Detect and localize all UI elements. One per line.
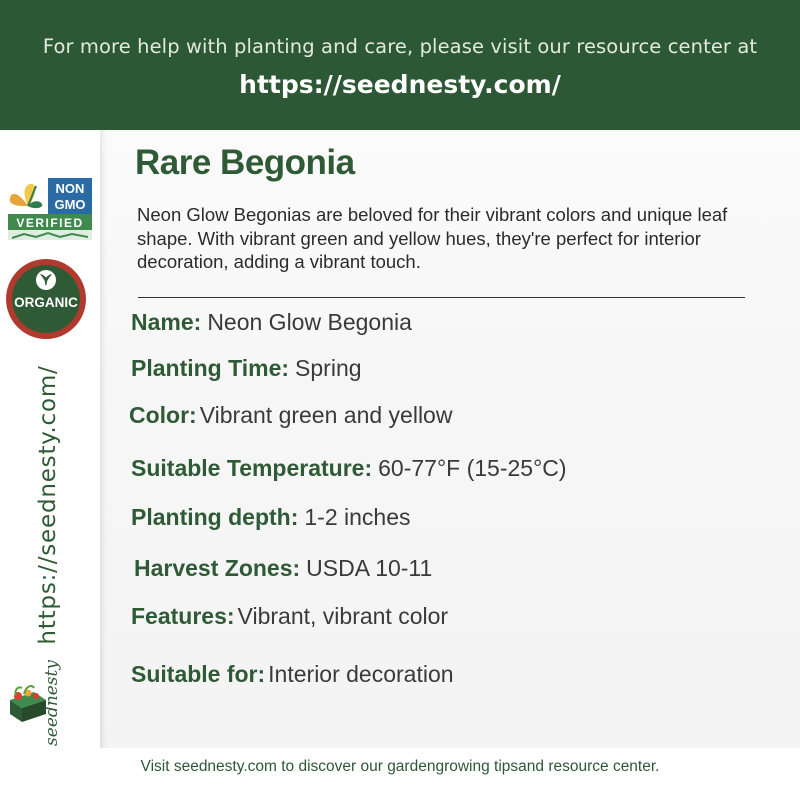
attr-value: USDA 10-11 [306, 555, 433, 581]
attr-value: 1-2 inches [304, 504, 411, 530]
seed-box-icon [10, 686, 46, 722]
attr-value: Vibrant, vibrant color [237, 603, 449, 629]
attr-key: Planting depth: [131, 504, 299, 530]
attr-planting-time [131, 355, 362, 382]
divider [138, 297, 745, 298]
attr-key: Suitable for: [131, 661, 266, 687]
gmo-label: GMO [54, 197, 86, 212]
non-gmo-verified-badge [6, 176, 94, 242]
banner-url-link[interactable]: https://seednesty.com/ [239, 70, 561, 99]
banner-help-text: For more help with planting and care, please visit our resource center at [42, 35, 758, 58]
product-title: Rare Begonia [135, 143, 355, 182]
attr-key: Planting Time: [131, 355, 290, 381]
attr-key: Harvest Zones: [134, 555, 301, 581]
product-description: Neon Glow Begonias are beloved for their vibrant colors and unique leaf shape. With vibrant green and yellow hues, they're perfect for interior decoration, adding a vibrant touch. [137, 204, 728, 272]
seednesty-wordmark: seednesty [42, 660, 62, 746]
verified-label: VERIFIED [16, 216, 84, 230]
non-label: NON [55, 181, 85, 196]
attr-value: Interior decoration [268, 661, 454, 687]
attr-color [129, 402, 452, 429]
attr-key: Features: [131, 603, 235, 629]
attr-harvest-zones [134, 555, 432, 582]
vertical-url-text[interactable]: https://seednesty.com/ [35, 365, 61, 645]
attr-value: Vibrant green and yellow [199, 402, 453, 428]
attr-key: Name: [131, 309, 202, 335]
attr-key: Suitable Temperature: [131, 455, 373, 481]
organic-label: ORGANIC [14, 295, 78, 310]
attr-value: 60-77°F (15-25°C) [378, 455, 567, 481]
organic-badge [5, 258, 87, 340]
attr-value: Spring [295, 355, 362, 381]
attr-key: Color: [129, 402, 197, 428]
attr-suitable-for [131, 661, 454, 688]
attr-planting-depth [131, 504, 411, 531]
attr-name [131, 309, 412, 336]
footer-text: Visit seednesty.com to discover our gardengrowing tipsand resource center. [140, 758, 660, 775]
attr-value: Neon Glow Begonia [207, 309, 412, 335]
top-banner [0, 0, 800, 130]
attr-features [131, 603, 448, 630]
seednesty-logo [4, 660, 76, 745]
attr-suitable-temperature [131, 455, 567, 482]
footer [0, 748, 800, 800]
